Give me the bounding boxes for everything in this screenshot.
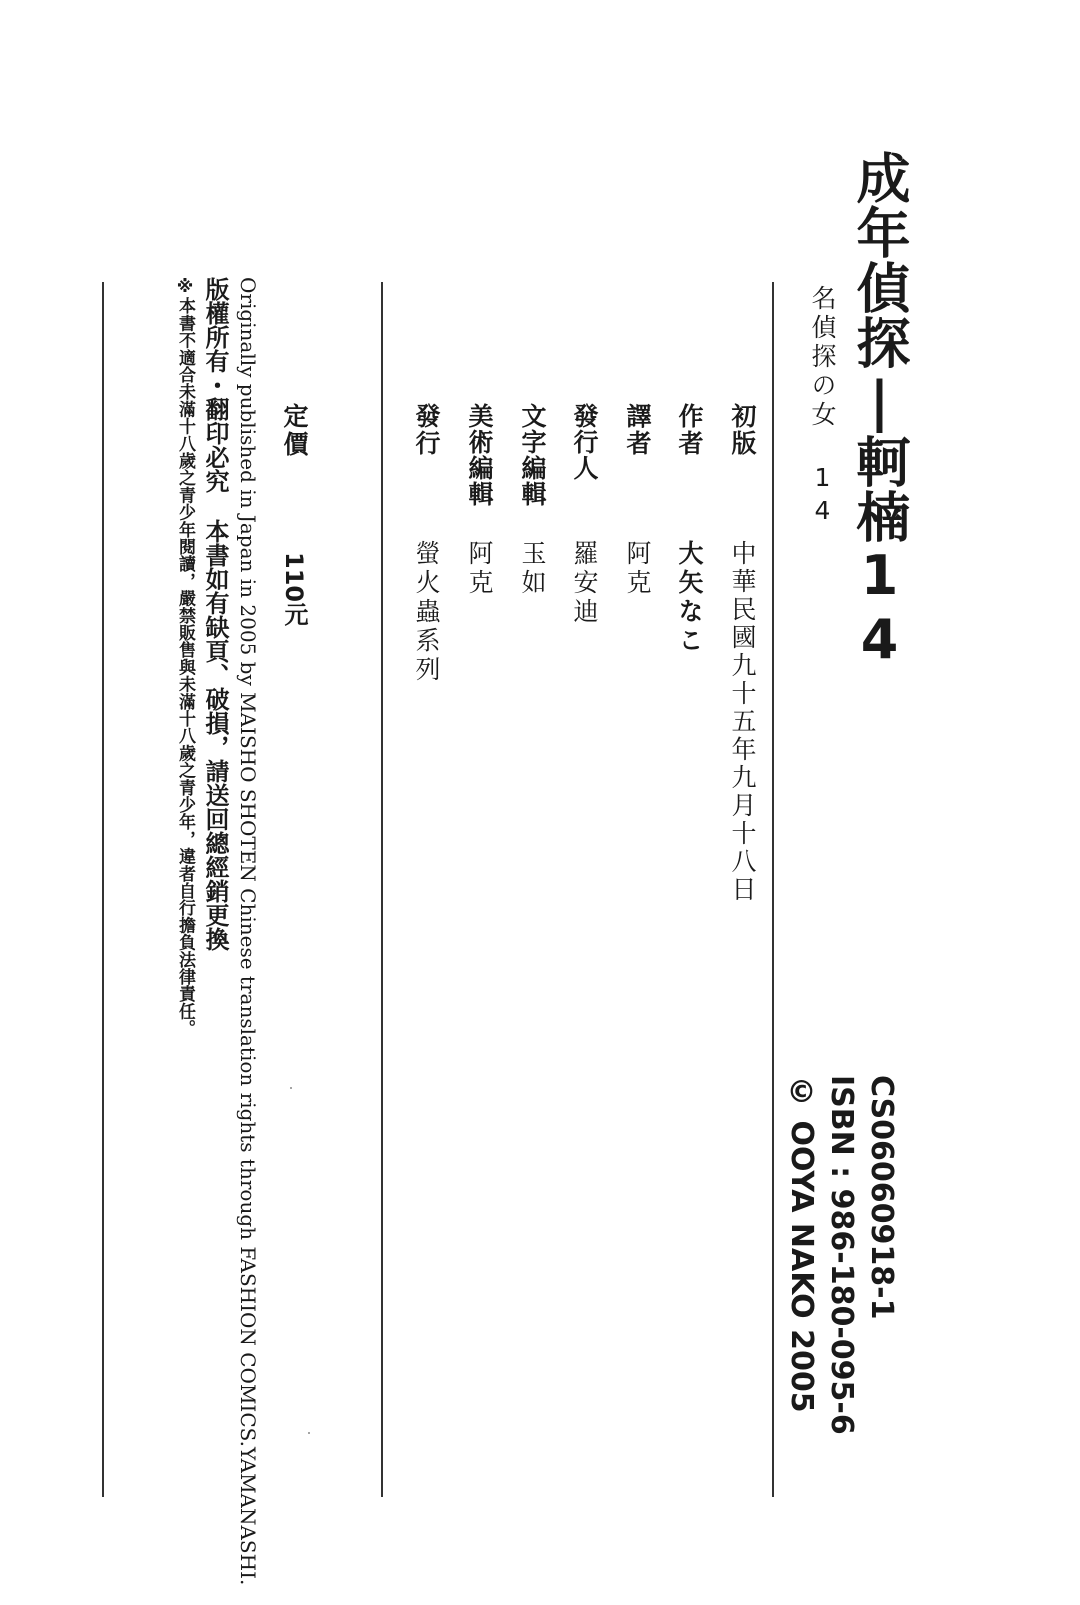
credit-label-publisher: 發行人 <box>570 403 599 481</box>
credit-value-text-editor: 玉如 <box>518 540 547 598</box>
original-publication-notice: Originally published in Japan in 2005 by MAISHO SHOTEN Chinese translation rights through FASHION COMICS.YAMANASHI. <box>236 277 260 1586</box>
book-title: 成年偵探|軻楠14 <box>848 150 911 672</box>
divider-middle <box>381 282 383 1497</box>
book-subtitle: 名偵探の女 14 <box>808 285 837 529</box>
divider-right <box>772 282 774 1497</box>
isbn-number: ISBN : 986-180-095-6 <box>824 1075 859 1435</box>
credit-value-translator: 阿克 <box>623 540 652 598</box>
credit-label-text-editor: 文字編輯 <box>518 403 547 507</box>
rights-reserved-notice <box>203 277 227 951</box>
credit-value-series: 螢火蟲系列 <box>412 540 441 685</box>
scan-speck <box>290 1087 292 1089</box>
credit-value-author: 大矢なこ <box>675 540 704 656</box>
copyright-notice: © OOYA NAKO 2005 <box>784 1075 819 1413</box>
credit-label-art-editor: 美術編輯 <box>465 403 494 507</box>
age-restriction-warning: ※本書不適合未滿十八歲之青少年閱讀，嚴禁販售與未滿十八歲之青少年，違者自行擔負法律責任。 <box>175 277 195 1037</box>
divider-left <box>102 282 104 1497</box>
defect-replacement-notice: 本書如有缺頁、破損，請送回總經銷更換 <box>201 519 229 951</box>
credit-label-series: 發行 <box>412 403 441 457</box>
credit-value-art-editor: 阿克 <box>465 540 494 598</box>
catalog-number: CS06060918-1 <box>864 1075 899 1320</box>
credit-label-first-edition: 初版 <box>728 403 757 457</box>
credit-value-publisher: 羅安迪 <box>570 540 599 627</box>
price-value: 110元 <box>280 552 308 627</box>
scan-speck <box>308 1432 310 1434</box>
credit-label-author: 作者 <box>675 403 704 457</box>
credit-label-translator: 譯者 <box>623 403 652 457</box>
rights-reserved: 版權所有・翻印必究 <box>201 277 229 493</box>
credit-value-first-edition: 中華民國九十五年九月十八日 <box>728 540 757 904</box>
price-label: 定價 <box>280 403 309 459</box>
